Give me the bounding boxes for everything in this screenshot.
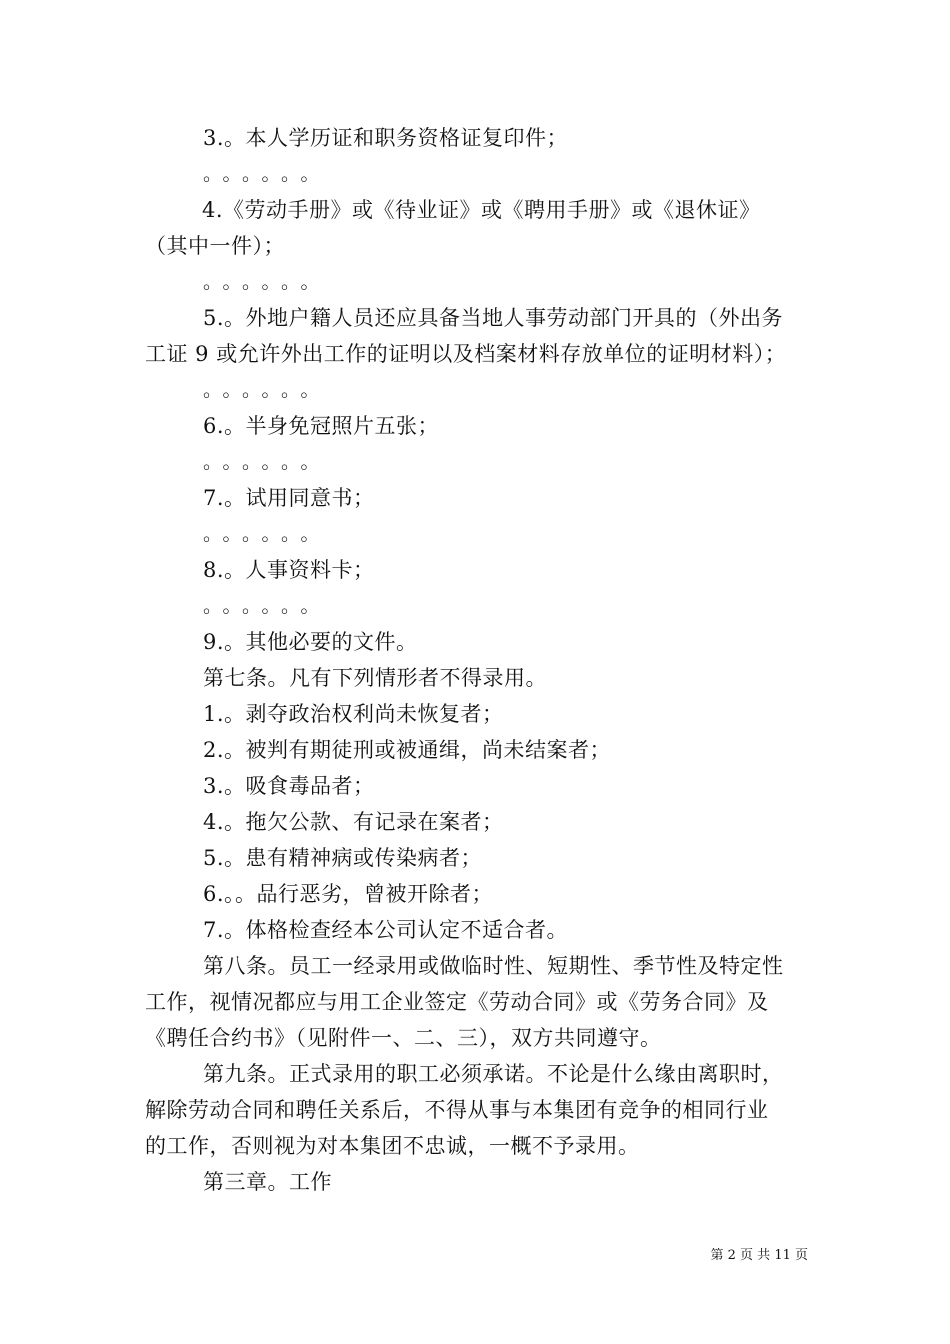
ellipsis-row: 。。。。。。 — [203, 163, 330, 185]
ellipsis-row: 。。。。。。 — [203, 451, 330, 473]
ellipsis-row: 。。。。。。 — [203, 523, 330, 545]
article-7-heading: 第七条。凡有下列情形者不得录用。 — [203, 666, 547, 690]
page-number-footer: 第 2 页 共 11 页 — [710, 1248, 808, 1263]
list-item-7: 7.。试用同意书； — [203, 486, 375, 510]
list-item-3: 3.。本人学历证和职务资格证复印件； — [203, 126, 569, 150]
article-8-paragraph-line-2: 工作，视情况都应与用工企业签定《劳动合同》或《劳务合同》及 — [145, 990, 769, 1014]
list-item-4-continued: （其中一件）； — [145, 234, 285, 258]
condition-item-5: 5.。患有精神病或传染病者； — [203, 846, 483, 870]
list-item-8: 8.。人事资料卡； — [203, 558, 375, 582]
ellipsis-row: 。。。。。。 — [203, 379, 330, 401]
list-item-6: 6.。半身免冠照片五张； — [203, 414, 440, 438]
ellipsis-row: 。。。。。。 — [203, 271, 330, 293]
chapter-3-heading: 第三章。工作 — [203, 1170, 332, 1194]
article-8-paragraph-line-3: 《聘任合约书》（见附件一、二、三），双方共同遵守。 — [145, 1026, 662, 1050]
article-9-paragraph-line-2: 解除劳动合同和聘任关系后，不得从事与本集团有竞争的相同行业 — [145, 1098, 769, 1122]
list-item-4: 4.《劳动手册》或《待业证》或《聘用手册》或《退休证》 — [202, 198, 761, 222]
document-body — [145, 120, 810, 1200]
condition-item-2: 2.。被判有期徒刑或被通缉，尚未结案者； — [203, 738, 612, 762]
article-9-paragraph-line-3: 的工作，否则视为对本集团不忠诚，一概不予录用。 — [145, 1134, 640, 1158]
condition-item-3: 3.。吸食毒品者； — [203, 774, 375, 798]
list-item-9: 9.。其他必要的文件。 — [203, 630, 418, 654]
article-9-paragraph: 第九条。正式录用的职工必须承诺。不论是什么缘由离职时， — [203, 1062, 784, 1086]
ellipsis-row: 。。。。。。 — [203, 595, 330, 617]
list-item-5-continued: 工证 9 或允许外出工作的证明以及档案材料存放单位的证明材料）； — [145, 342, 787, 366]
condition-item-7: 7.。体格检查经本公司认定不适合者。 — [203, 918, 569, 942]
condition-item-1: 1.。剥夺政治权利尚未恢复者； — [203, 702, 504, 726]
article-8-paragraph: 第八条。员工一经录用或做临时性、短期性、季节性及特定性 — [203, 954, 784, 978]
list-item-5: 5.。外地户籍人员还应具备当地人事劳动部门开具的（外出务 — [203, 306, 784, 330]
condition-item-6: 6.。。品行恶劣，曾被开除者； — [203, 882, 494, 906]
condition-item-4: 4.。拖欠公款、有记录在案者； — [203, 810, 504, 834]
